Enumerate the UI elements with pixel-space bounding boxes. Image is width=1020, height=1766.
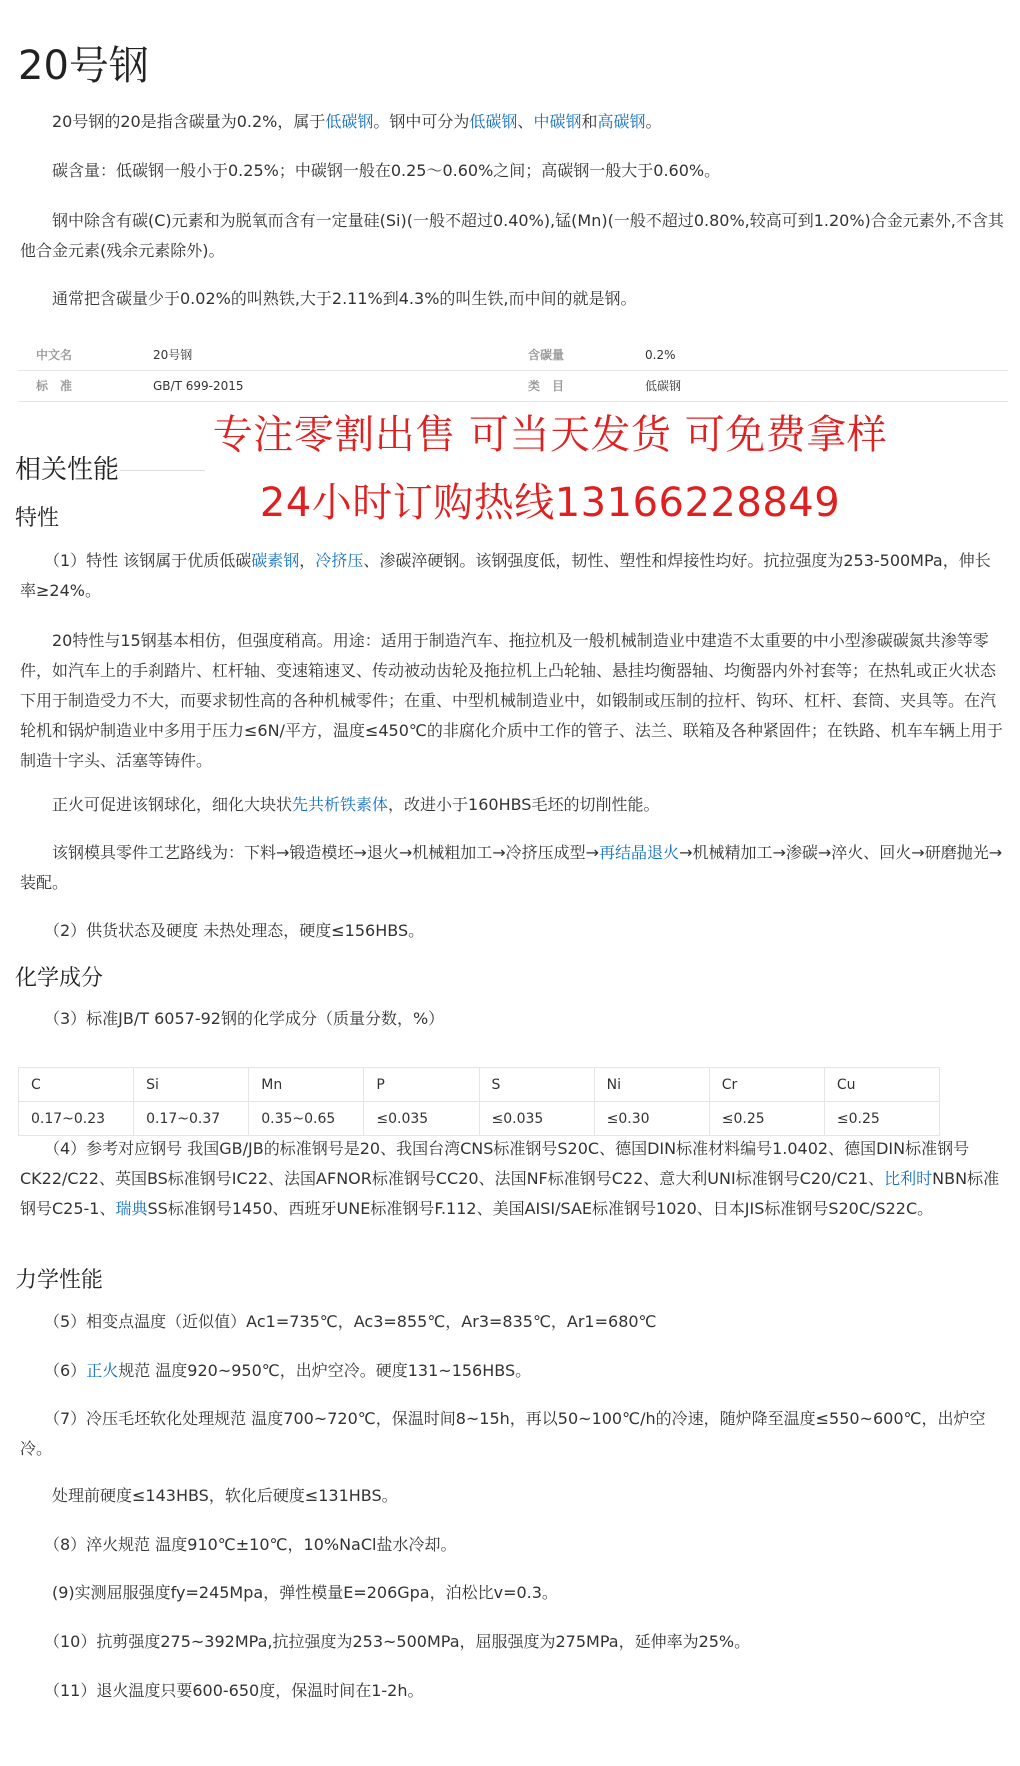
mechanics-hardness-note: 处理前硬度≤143HBS，软化后硬度≤131HBS。 (52, 1486, 398, 1505)
info-row-divider (18, 370, 1008, 371)
table-header-cell: P (364, 1068, 479, 1102)
link-carbon-steel[interactable]: 碳素钢 (251, 551, 300, 570)
text: 规范 温度920~950℃，出炉空冷。硬度131~156HBS。 (118, 1361, 532, 1380)
table-cell: ≤0.25 (824, 1102, 939, 1136)
promo-hotline: 24小时订购热线13166228849 (259, 480, 841, 526)
section-heading-performance: 相关性能 (15, 455, 120, 485)
mechanics-item-7: （7）冷压毛坯软化处理规范 温度700~720℃，保温时间8~15h，再以50~100℃/h的冷速，随炉降至温度≤550~600℃，出炉空冷。 (20, 1409, 986, 1458)
table-header-cell: C (19, 1068, 134, 1102)
info-row-divider (18, 401, 1008, 402)
table-header-cell: S (479, 1068, 594, 1102)
intro-paragraph-1 (20, 107, 995, 137)
text: （6） (44, 1361, 87, 1380)
table-cell: ≤0.035 (479, 1102, 594, 1136)
mechanics-item-5: （5）相变点温度（近似值）Ac1=735℃，Ac3=855℃，Ar3=835℃，Ar1=680℃ (44, 1312, 657, 1331)
table-header-cell: Cr (709, 1068, 824, 1102)
text: （1）特性 该钢属于优质低碳 (44, 551, 252, 570)
table-header-cell: Ni (594, 1068, 709, 1102)
mechanics-item-9: (9)实测屈服强度fy=245Mpa，弹性模量E=206Gpa，泊松比v=0.3。 (52, 1583, 558, 1602)
mechanics-item-11: （11）退火温度只要600-650度，保温时间在1-2h。 (44, 1681, 424, 1700)
table-cell: ≤0.25 (709, 1102, 824, 1136)
traits-paragraph-3 (20, 790, 995, 820)
text: SS标准钢号1450、西班牙UNE标准钢号F.112、美国AISI/SAE标准钢号1020、日本JIS标准钢号S20C/S22C。 (147, 1199, 934, 1218)
table-cell: ≤0.035 (364, 1102, 479, 1136)
traits-paragraph-1 (20, 546, 995, 606)
page-title: 20号钢 (18, 43, 149, 89)
link-proeutectoid-ferrite[interactable]: 先共析铁素体 (292, 795, 389, 814)
link-cold-extrusion[interactable]: 冷挤压 (315, 551, 364, 570)
mechanics-item-6 (20, 1356, 995, 1386)
text: 该钢模具零件工艺路线为：下料→锻造模坯→退火→机械粗加工→冷挤压成型→ (52, 843, 600, 862)
text: 、渗碳淬硬钢。该钢强度低，韧性、塑性和焊接性均好。抗拉强度为253-500MPa，伸长率≥24%。 (20, 551, 991, 600)
heading-divider (120, 470, 205, 471)
link-high-carbon-steel[interactable]: 高碳钢 (597, 112, 646, 131)
intro-paragraph-2: 碳含量：低碳钢一般小于0.25%；中碳钢一般在0.25～0.60%之间；高碳钢一般大于0.60%。 (52, 161, 721, 180)
traits-paragraph-2: 20特性与15钢基本相仿，但强度稍高。用途：适用于制造汽车、拖拉机及一般机械制造业中建造不太重要的中小型渗碳碳氮共渗等零件，如汽车上的手刹踏片、杠杆轴、变速箱速叉、传动被动齿轮及拖拉机上凸轮轴、悬挂均衡器轴、均衡器内外衬套等；在热轧或正火状态下用于制造受力不大，而要求韧性高的各种机械零件；在重、中型机械制造业中，如锻制或压制的拉杆、钩环、杠杆、套筒、夹具等。在汽轮机和锅炉制造业中多用于压力≤6N/平方，温度≤450℃的非腐化介质中工作的管子、法兰、联箱及各种紧固件；在铁路、机车车辆上用于制造十字头、活塞等铸件。 (20, 631, 1003, 770)
link-medium-carbon-steel[interactable]: 中碳钢 (533, 112, 582, 131)
info-label-carbon-content: 含碳量 (528, 348, 565, 362)
text: 正火可促进该钢球化，细化大块状 (52, 795, 293, 814)
table-header-cell: Cu (824, 1068, 939, 1102)
text: 。钢中可分为 (373, 112, 470, 131)
table-row (19, 1102, 940, 1136)
text: ， (299, 551, 316, 570)
intro-paragraph-3: 钢中除含有碳(C)元素和为脱氧而含有一定量硅(Si)(一般不超过0.40%),锰(Mn)(一般不超过0.80%,较高可到1.20%)合金元素外,不含其他合金元素(残余元素除外)。 (20, 211, 1004, 260)
link-low-carbon-steel-2[interactable]: 低碳钢 (469, 112, 518, 131)
table-cell: 0.35~0.65 (249, 1102, 364, 1136)
info-label-category: 类 目 (528, 379, 565, 393)
text: 20号钢的20是指含碳量为0.2%，属于 (52, 112, 326, 131)
link-sweden[interactable]: 瑞典 (115, 1199, 148, 1218)
text: NBN标准钢号C25-1、 (20, 1169, 1000, 1218)
chemical-composition-table (18, 1067, 940, 1136)
mechanics-item-10: （10）抗剪强度275~392MPa,抗拉强度为253~500MPa，屈服强度为275MPa，延伸率为25%。 (44, 1632, 751, 1651)
text: 和 (581, 112, 598, 131)
table-cell: 0.17~0.23 (19, 1102, 134, 1136)
promo-banner-line-1: 专注零割出售 可当天发货 可免费拿样 (212, 412, 888, 458)
info-value-carbon-content: 0.2% (645, 348, 676, 362)
info-value-chinese-name: 20号钢 (153, 348, 193, 362)
text: →机械精加工→渗碳→淬火、回火→研磨抛光→装配。 (20, 843, 1003, 892)
chemistry-equivalents (20, 1134, 1005, 1224)
section-heading-chemistry: 化学成分 (15, 966, 104, 991)
table-cell: 0.17~0.37 (134, 1102, 249, 1136)
info-value-standard: GB/T 699-2015 (153, 379, 244, 393)
traits-paragraph-5: （2）供货状态及硬度 未热处理态，硬度≤156HBS。 (44, 921, 425, 940)
section-heading-mechanics: 力学性能 (15, 1268, 104, 1293)
traits-paragraph-4 (20, 838, 1005, 898)
intro-paragraph-4: 通常把含碳量少于0.02%的叫熟铁,大于2.11%到4.3%的叫生铁,而中间的就是钢。 (52, 289, 637, 308)
table-cell: ≤0.30 (594, 1102, 709, 1136)
table-header-row (19, 1068, 940, 1102)
table-header-cell: Mn (249, 1068, 364, 1102)
link-belgium[interactable]: 比利时 (884, 1169, 933, 1188)
info-label-standard: 标 准 (36, 379, 73, 393)
text: （4）参考对应钢号 我国GB/JB的标准钢号是20、我国台湾CNS标准钢号S20C、德国DIN标准材料编号1.0402、德国DIN标准钢号CK22/C22、英国BS标准钢号IC22、法国AFNOR标准钢号CC20、法国NF标准钢号C22、意大利UNI标准钢号C20/C21、 (20, 1139, 970, 1188)
text: 、 (517, 112, 534, 131)
mechanics-item-8: （8）淬火规范 温度910℃±10℃，10%NaCl盐水冷却。 (44, 1535, 457, 1554)
info-value-category: 低碳钢 (645, 379, 682, 393)
text: 。 (645, 112, 662, 131)
chemistry-intro: （3）标准JB/T 6057-92钢的化学成分（质量分数，%） (44, 1009, 445, 1028)
subheading-traits: 特性 (15, 506, 60, 531)
text: ，改进小于160HBS毛坯的切削性能。 (388, 795, 660, 814)
link-recrystallization-annealing[interactable]: 再结晶退火 (599, 843, 680, 862)
info-label-chinese-name: 中文名 (36, 348, 73, 362)
table-header-cell: Si (134, 1068, 249, 1102)
link-normalizing[interactable]: 正火 (86, 1361, 119, 1380)
link-low-carbon-steel[interactable]: 低碳钢 (325, 112, 374, 131)
